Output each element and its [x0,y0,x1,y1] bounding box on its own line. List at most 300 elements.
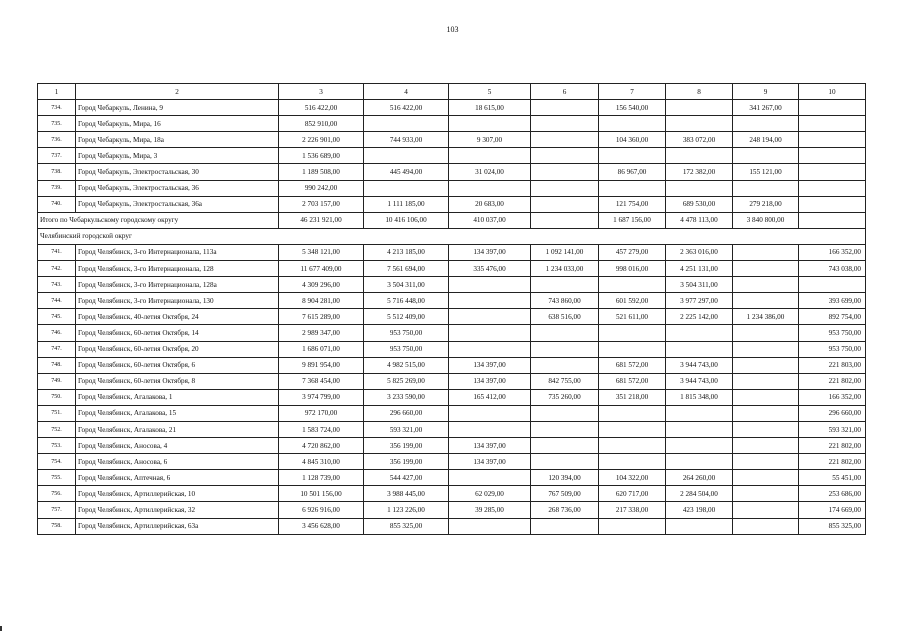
amount-cell: 155 121,00 [733,164,799,180]
amount-cell: 393 699,00 [799,293,866,309]
total-amount-cell: 4 478 113,00 [666,212,733,228]
amount-cell: 638 516,00 [531,309,599,325]
amount-cell: 3 944 743,00 [666,357,733,373]
total-amount-cell: 1 687 156,00 [599,212,666,228]
amount-cell: 11 677 409,00 [279,261,364,277]
amount-cell [364,116,449,132]
amount-cell [599,454,666,470]
amount-cell: 601 592,00 [599,293,666,309]
amount-cell: 264 260,00 [666,470,733,486]
amount-cell [599,277,666,293]
table-row [38,132,866,148]
amount-cell: 3 456 628,00 [279,518,364,534]
amount-cell: 6 926 916,00 [279,502,364,518]
table-row [38,518,866,534]
amount-cell [666,100,733,116]
amount-cell [599,180,666,196]
amount-cell: 998 016,00 [599,261,666,277]
amount-cell: 1 234 386,00 [733,309,799,325]
header-row [38,84,866,100]
address-cell: Город Чебаркуль, Электростальская, 30 [76,164,279,180]
header-cell: 8 [666,84,733,100]
amount-cell: 62 029,00 [449,486,531,502]
amount-cell [449,518,531,534]
amount-cell [799,116,866,132]
amount-cell [449,341,531,357]
header-cell: 10 [799,84,866,100]
amount-cell: 104 360,00 [599,132,666,148]
row-number: 744. [38,293,76,309]
amount-cell: 521 611,00 [599,309,666,325]
amount-cell: 953 750,00 [364,341,449,357]
total-amount-cell [799,212,866,228]
amount-cell [733,454,799,470]
amount-cell: 55 451,00 [799,470,866,486]
amount-cell [666,518,733,534]
amount-cell [531,454,599,470]
amount-cell [449,180,531,196]
amount-cell: 31 024,00 [449,164,531,180]
amount-cell [531,180,599,196]
amount-cell: 172 382,00 [666,164,733,180]
address-cell: Город Чебаркуль, Мира, 3 [76,148,279,164]
row-number: 745. [38,309,76,325]
section-row [38,228,866,244]
amount-cell [666,148,733,164]
amount-cell: 855 325,00 [799,518,866,534]
amount-cell: 39 285,00 [449,502,531,518]
amount-cell [799,180,866,196]
amount-cell: 248 194,00 [733,132,799,148]
amount-cell: 972 170,00 [279,405,364,421]
amount-cell [599,116,666,132]
amount-cell: 221 802,00 [799,373,866,389]
row-number: 736. [38,132,76,148]
amount-cell: 1 583 724,00 [279,421,364,437]
amount-cell [733,438,799,454]
amount-cell [531,405,599,421]
total-amount-cell: 10 416 106,00 [364,212,449,228]
amount-cell: 3 233 590,00 [364,389,449,405]
amount-cell [799,277,866,293]
amount-cell [599,405,666,421]
amount-cell: 3 988 445,00 [364,486,449,502]
amount-cell: 253 686,00 [799,486,866,502]
row-number: 751. [38,405,76,421]
amount-cell: 8 904 281,00 [279,293,364,309]
amount-cell [666,421,733,437]
table-row [38,405,866,421]
address-cell: Город Челябинск, Агалакова, 21 [76,421,279,437]
amount-cell: 166 352,00 [799,389,866,405]
table-row [38,389,866,405]
amount-cell: 18 615,00 [449,100,531,116]
amount-cell: 1 128 739,00 [279,470,364,486]
address-cell: Город Челябинск, Аносова, 6 [76,454,279,470]
address-cell: Город Челябинск, 60-летия Октября, 6 [76,357,279,373]
table-row [38,293,866,309]
amount-cell: 134 397,00 [449,357,531,373]
data-table [37,83,866,535]
header-cell: 1 [38,84,76,100]
amount-cell: 134 397,00 [449,454,531,470]
amount-cell: 767 509,00 [531,486,599,502]
amount-cell [799,132,866,148]
amount-cell [531,164,599,180]
amount-cell [531,357,599,373]
address-cell: Город Чебаркуль, Электростальская, 36 [76,180,279,196]
header-cell: 7 [599,84,666,100]
total-amount-cell [531,212,599,228]
amount-cell [733,244,799,260]
table-row [38,325,866,341]
amount-cell [799,100,866,116]
amount-cell: 593 321,00 [364,421,449,437]
amount-cell: 134 397,00 [449,373,531,389]
row-number: 753. [38,438,76,454]
header-cell: 4 [364,84,449,100]
address-cell: Город Челябинск, 3-го Интернационала, 113а [76,244,279,260]
amount-cell: 221 802,00 [799,438,866,454]
total-row [38,212,866,228]
amount-cell [666,438,733,454]
amount-cell: 296 660,00 [364,405,449,421]
amount-cell [666,405,733,421]
amount-cell: 4 251 131,00 [666,261,733,277]
amount-cell: 221 803,00 [799,357,866,373]
amount-cell: 3 504 311,00 [364,277,449,293]
row-number: 750. [38,389,76,405]
amount-cell [531,132,599,148]
amount-cell [733,341,799,357]
row-number: 735. [38,116,76,132]
amount-cell: 5 348 121,00 [279,244,364,260]
amount-cell [799,148,866,164]
amount-cell [733,357,799,373]
amount-cell [733,373,799,389]
amount-cell [449,148,531,164]
address-cell: Город Чебаркуль, Мира, 18а [76,132,279,148]
amount-cell [599,325,666,341]
table-row [38,277,866,293]
amount-cell: 953 750,00 [364,325,449,341]
amount-cell: 681 572,00 [599,373,666,389]
amount-cell [531,341,599,357]
amount-cell [733,180,799,196]
address-cell: Город Челябинск, 40-летия Октября, 24 [76,309,279,325]
address-cell: Город Челябинск, Артиллерийская, 63а [76,518,279,534]
amount-cell [799,164,866,180]
amount-cell: 842 755,00 [531,373,599,389]
amount-cell [449,470,531,486]
amount-cell [733,470,799,486]
amount-cell: 2 703 157,00 [279,196,364,212]
amount-cell: 221 802,00 [799,454,866,470]
amount-cell: 423 198,00 [666,502,733,518]
row-number: 742. [38,261,76,277]
amount-cell: 10 501 156,00 [279,486,364,502]
amount-cell [449,421,531,437]
page-number: 103 [446,25,459,34]
amount-cell: 4 720 862,00 [279,438,364,454]
amount-cell [733,518,799,534]
amount-cell: 4 213 185,00 [364,244,449,260]
amount-cell: 953 750,00 [799,341,866,357]
amount-cell [599,421,666,437]
row-number: 743. [38,277,76,293]
amount-cell [666,116,733,132]
row-number: 755. [38,470,76,486]
table-row [38,486,866,502]
row-number: 757. [38,502,76,518]
amount-cell: 1 234 033,00 [531,261,599,277]
total-amount-cell: 46 231 921,00 [279,212,364,228]
amount-cell: 1 123 226,00 [364,502,449,518]
amount-cell [733,148,799,164]
amount-cell: 3 977 297,00 [666,293,733,309]
address-cell: Город Челябинск, Аптечная, 6 [76,470,279,486]
amount-cell: 351 218,00 [599,389,666,405]
amount-cell [449,405,531,421]
amount-cell [531,421,599,437]
amount-cell: 296 660,00 [799,405,866,421]
amount-cell [364,148,449,164]
row-number: 749. [38,373,76,389]
amount-cell [733,421,799,437]
row-number: 754. [38,454,76,470]
amount-cell: 953 750,00 [799,325,866,341]
table-row [38,261,866,277]
amount-cell [531,196,599,212]
row-number: 739. [38,180,76,196]
table-row [38,180,866,196]
amount-cell: 20 683,00 [449,196,531,212]
amount-cell: 341 267,00 [733,100,799,116]
amount-cell: 516 422,00 [279,100,364,116]
amount-cell [449,325,531,341]
total-amount-cell: 3 840 800,00 [733,212,799,228]
address-cell: Город Челябинск, 3-го Интернационала, 130 [76,293,279,309]
amount-cell [599,341,666,357]
address-cell: Город Челябинск, 60-летия Октября, 20 [76,341,279,357]
address-cell: Город Челябинск, 3-го Интернационала, 128 [76,261,279,277]
amount-cell [733,261,799,277]
amount-cell [733,405,799,421]
amount-cell [733,325,799,341]
amount-cell: 156 540,00 [599,100,666,116]
amount-cell: 9 891 954,00 [279,357,364,373]
amount-cell [733,293,799,309]
amount-cell: 121 754,00 [599,196,666,212]
header-cell: 3 [279,84,364,100]
amount-cell [531,148,599,164]
amount-cell: 516 422,00 [364,100,449,116]
row-number: 741. [38,244,76,260]
amount-cell: 86 967,00 [599,164,666,180]
amount-cell: 1 686 071,00 [279,341,364,357]
amount-cell: 7 615 289,00 [279,309,364,325]
amount-cell: 1 092 141,00 [531,244,599,260]
amount-cell: 743 038,00 [799,261,866,277]
amount-cell: 5 825 269,00 [364,373,449,389]
table-row [38,341,866,357]
amount-cell [531,438,599,454]
amount-cell: 457 279,00 [599,244,666,260]
amount-cell: 5 716 448,00 [364,293,449,309]
amount-cell: 2 989 347,00 [279,325,364,341]
amount-cell: 356 199,00 [364,438,449,454]
row-number: 738. [38,164,76,180]
table-row [38,164,866,180]
address-cell: Город Челябинск, Артиллерийская, 10 [76,486,279,502]
amount-cell: 1 189 508,00 [279,164,364,180]
address-cell: Город Челябинск, Агалакова, 15 [76,405,279,421]
header-cell: 2 [76,84,279,100]
amount-cell [666,325,733,341]
amount-cell [531,100,599,116]
total-amount-cell: 410 037,00 [449,212,531,228]
table-row [38,244,866,260]
amount-cell: 279 218,00 [733,196,799,212]
row-number: 756. [38,486,76,502]
amount-cell: 743 860,00 [531,293,599,309]
header-cell: 6 [531,84,599,100]
amount-cell: 735 260,00 [531,389,599,405]
table-row [38,196,866,212]
address-cell: Город Челябинск, 3-го Интернационала, 128а [76,277,279,293]
table-row [38,454,866,470]
amount-cell [799,196,866,212]
amount-cell: 544 427,00 [364,470,449,486]
address-cell: Город Челябинск, 60-летия Октября, 8 [76,373,279,389]
row-number: 758. [38,518,76,534]
amount-cell: 134 397,00 [449,244,531,260]
row-number: 740. [38,196,76,212]
amount-cell: 620 717,00 [599,486,666,502]
address-cell: Город Челябинск, Агалакова, 1 [76,389,279,405]
amount-cell: 7 368 454,00 [279,373,364,389]
amount-cell [666,180,733,196]
address-cell: Город Челябинск, Артиллерийская, 32 [76,502,279,518]
amount-cell: 217 338,00 [599,502,666,518]
row-number: 752. [38,421,76,437]
amount-cell [666,341,733,357]
row-number: 747. [38,341,76,357]
amount-cell: 4 845 310,00 [279,454,364,470]
amount-cell: 681 572,00 [599,357,666,373]
amount-cell [449,309,531,325]
amount-cell: 4 982 515,00 [364,357,449,373]
amount-cell [599,148,666,164]
amount-cell: 4 309 296,00 [279,277,364,293]
address-cell: Город Чебаркуль, Электростальская, 36а [76,196,279,212]
table-row [38,100,866,116]
amount-cell [449,293,531,309]
table-body [38,100,866,535]
amount-cell [531,325,599,341]
amount-cell [733,389,799,405]
amount-cell: 593 321,00 [799,421,866,437]
scan-mark [0,626,2,631]
table-row [38,470,866,486]
table-row [38,373,866,389]
amount-cell [733,486,799,502]
amount-cell: 3 504 311,00 [666,277,733,293]
amount-cell [531,116,599,132]
amount-cell: 3 944 743,00 [666,373,733,389]
amount-cell: 852 910,00 [279,116,364,132]
table-row [38,421,866,437]
amount-cell: 268 736,00 [531,502,599,518]
table-row [38,309,866,325]
amount-cell [599,438,666,454]
amount-cell: 445 494,00 [364,164,449,180]
amount-cell: 104 322,00 [599,470,666,486]
table-row [38,502,866,518]
amount-cell: 2 225 142,00 [666,309,733,325]
amount-cell [449,277,531,293]
amount-cell: 3 974 799,00 [279,389,364,405]
address-cell: Город Челябинск, Аносова, 4 [76,438,279,454]
amount-cell [531,518,599,534]
amount-cell: 134 397,00 [449,438,531,454]
amount-cell: 335 476,00 [449,261,531,277]
amount-cell: 855 325,00 [364,518,449,534]
address-cell: Город Челябинск, 60-летия Октября, 14 [76,325,279,341]
amount-cell: 744 933,00 [364,132,449,148]
amount-cell: 2 363 016,00 [666,244,733,260]
amount-cell: 892 754,00 [799,309,866,325]
row-number: 746. [38,325,76,341]
total-label: Итого по Чебаркульскому городскому округу [38,212,279,228]
amount-cell [599,518,666,534]
amount-cell: 1 815 348,00 [666,389,733,405]
row-number: 734. [38,100,76,116]
amount-cell [733,502,799,518]
table-row [38,148,866,164]
amount-cell: 5 512 409,00 [364,309,449,325]
amount-cell: 2 284 504,00 [666,486,733,502]
amount-cell [449,116,531,132]
amount-cell [733,277,799,293]
amount-cell: 120 394,00 [531,470,599,486]
amount-cell: 383 072,00 [666,132,733,148]
amount-cell [531,277,599,293]
amount-cell: 2 226 901,00 [279,132,364,148]
amount-cell: 1 111 185,00 [364,196,449,212]
amount-cell: 9 307,00 [449,132,531,148]
amount-cell: 165 412,00 [449,389,531,405]
address-cell: Город Чебаркуль, Мира, 16 [76,116,279,132]
header-cell: 5 [449,84,531,100]
amount-cell [733,116,799,132]
table-row [38,357,866,373]
address-cell: Город Чебаркуль, Ленина, 9 [76,100,279,116]
amount-cell: 174 669,00 [799,502,866,518]
table-header [38,84,866,100]
section-title: Челябинский городской округ [38,228,866,244]
table-row [38,116,866,132]
header-cell: 9 [733,84,799,100]
amount-cell: 7 561 694,00 [364,261,449,277]
amount-cell: 1 536 689,00 [279,148,364,164]
amount-cell [666,454,733,470]
amount-cell: 356 199,00 [364,454,449,470]
amount-cell [364,180,449,196]
amount-cell: 990 242,00 [279,180,364,196]
amount-cell: 166 352,00 [799,244,866,260]
row-number: 737. [38,148,76,164]
